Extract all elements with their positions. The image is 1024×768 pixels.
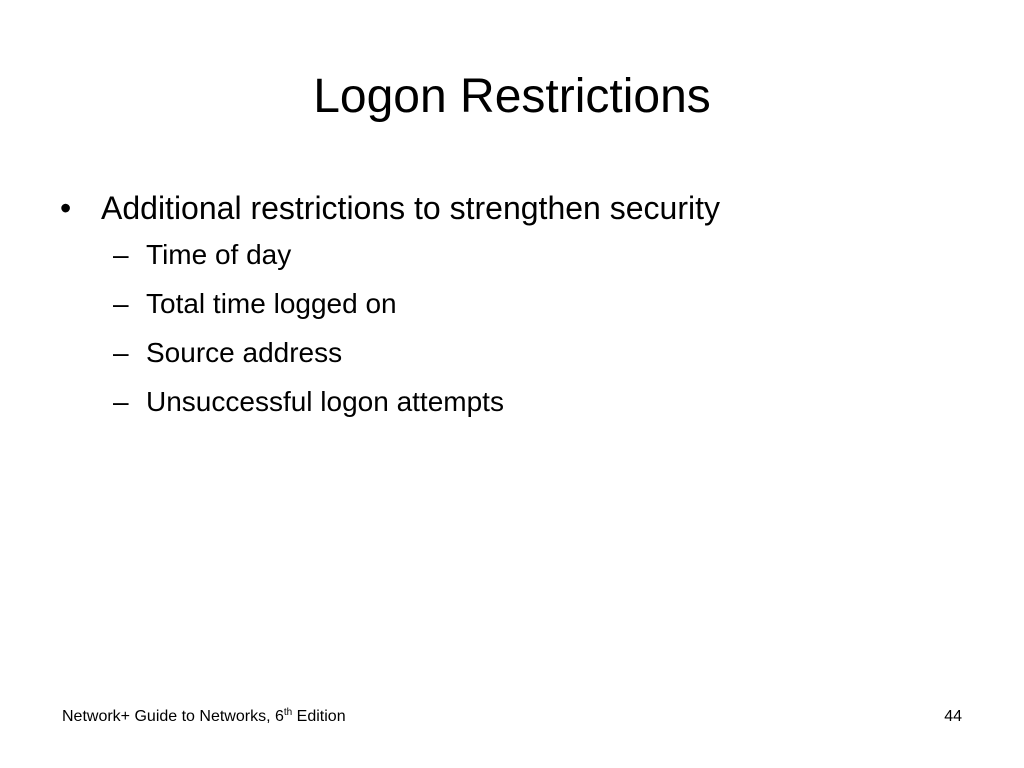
sub-bullet-text: Total time logged on <box>146 288 397 319</box>
slide-title: Logon Restrictions <box>313 70 711 123</box>
sub-bullet-text: Time of day <box>146 239 292 270</box>
sub-bullet-item <box>60 284 960 324</box>
footer-title-edition: Edition <box>292 708 346 725</box>
footer-book-title <box>62 706 346 728</box>
sub-bullet-text: Source address <box>146 337 343 368</box>
sub-bullet-item <box>60 333 960 373</box>
bullet-text: Additional restrictions to strengthen security <box>101 190 720 226</box>
footer-title-text: Network+ Guide to Networks, 6 <box>62 708 284 725</box>
bullet-item <box>60 186 960 230</box>
sub-bullet-item <box>60 382 960 422</box>
dash-icon: – <box>113 288 129 319</box>
slide-body <box>60 186 960 431</box>
sub-bullet-item <box>60 235 960 275</box>
bullet-dot-icon: • <box>60 190 72 226</box>
dash-icon: – <box>113 386 129 417</box>
page-number: 44 <box>944 708 962 725</box>
footer-title-superscript: th <box>283 707 293 718</box>
dash-icon: – <box>113 337 129 368</box>
dash-icon: – <box>113 239 129 270</box>
sub-bullet-text: Unsuccessful logon attempts <box>146 386 504 417</box>
